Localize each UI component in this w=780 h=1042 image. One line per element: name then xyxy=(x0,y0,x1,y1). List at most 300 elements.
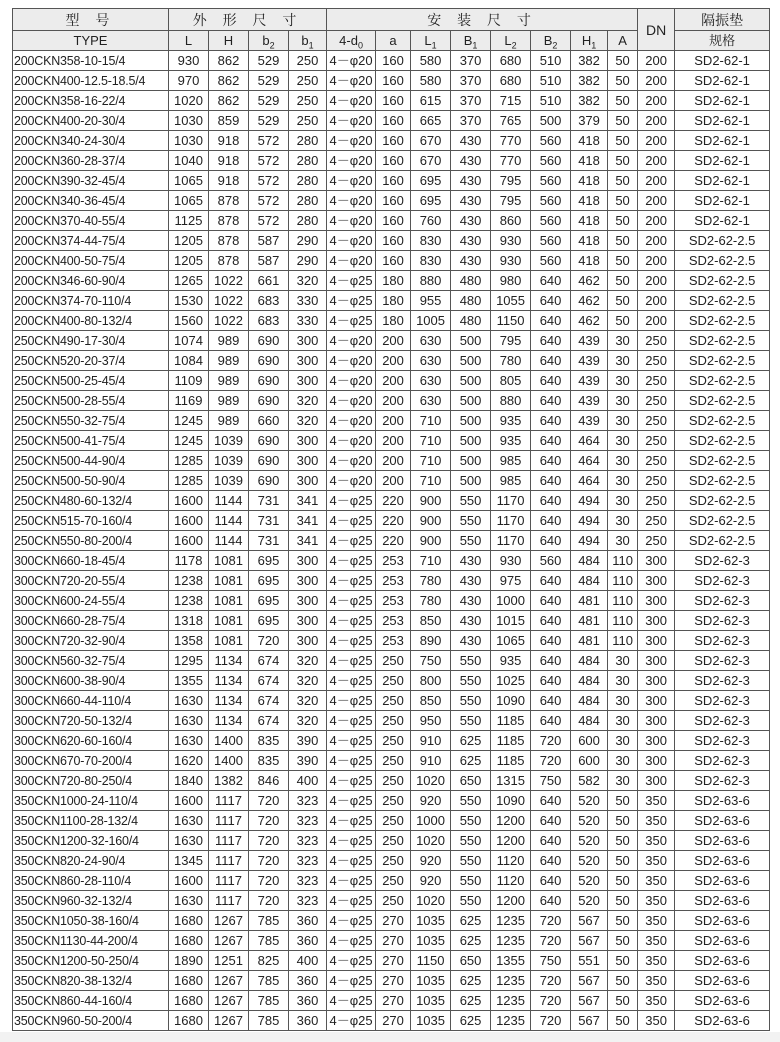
value-cell: 323 xyxy=(289,811,327,831)
value-cell: SD2-62-1 xyxy=(675,71,770,91)
value-cell: SD2-63-6 xyxy=(675,991,770,1011)
value-cell: 484 xyxy=(571,711,608,731)
value-cell: 640 xyxy=(531,411,571,431)
value-cell: 50 xyxy=(608,851,638,871)
value-cell: 660 xyxy=(249,411,289,431)
value-cell: 989 xyxy=(209,411,249,431)
value-cell: 1117 xyxy=(209,791,249,811)
value-cell: 1025 xyxy=(491,671,531,691)
value-cell: 500 xyxy=(451,471,491,491)
value-cell: SD2-62-2.5 xyxy=(675,331,770,351)
value-cell: 160 xyxy=(376,211,411,231)
type-header-cn: 型 号 xyxy=(13,9,169,31)
value-cell: 560 xyxy=(531,551,571,571)
value-cell: 439 xyxy=(571,371,608,391)
column-header xyxy=(289,31,327,51)
value-cell: 50 xyxy=(608,91,638,111)
value-cell: 320 xyxy=(289,711,327,731)
model-type-cell: 350CKN1200-32-160/4 xyxy=(13,831,169,851)
column-header-subscript: 2 xyxy=(269,40,275,51)
value-cell: 805 xyxy=(491,371,531,391)
value-cell: 640 xyxy=(531,691,571,711)
value-cell: 500 xyxy=(451,391,491,411)
value-cell: 683 xyxy=(249,311,289,331)
value-cell: SD2-62-1 xyxy=(675,211,770,231)
value-cell: 250 xyxy=(376,811,411,831)
value-cell: 300 xyxy=(289,571,327,591)
value-cell: 1600 xyxy=(169,491,209,511)
value-cell: 860 xyxy=(491,211,531,231)
value-cell: 520 xyxy=(571,871,608,891)
value-cell: SD2-62-2.5 xyxy=(675,411,770,431)
value-cell: 300 xyxy=(638,691,675,711)
value-cell: 484 xyxy=(571,691,608,711)
value-cell: 382 xyxy=(571,51,608,71)
value-cell: 900 xyxy=(411,511,451,531)
model-type-cell: 350CKN1100-28-132/4 xyxy=(13,811,169,831)
model-type-cell: 200CKN400-50-75/4 xyxy=(13,251,169,271)
model-type-cell: 350CKN860-28-110/4 xyxy=(13,871,169,891)
value-cell: 30 xyxy=(608,331,638,351)
value-cell: 4－φ25 xyxy=(327,971,376,991)
value-cell: 418 xyxy=(571,131,608,151)
value-cell: 350 xyxy=(638,951,675,971)
table-row xyxy=(13,291,770,311)
value-cell: 695 xyxy=(411,191,451,211)
value-cell: 1084 xyxy=(169,351,209,371)
value-cell: 1382 xyxy=(209,771,249,791)
value-cell: 220 xyxy=(376,511,411,531)
value-cell: 550 xyxy=(451,791,491,811)
table-body xyxy=(13,51,770,1031)
value-cell: 1081 xyxy=(209,611,249,631)
value-cell: 418 xyxy=(571,251,608,271)
value-cell: 1035 xyxy=(411,991,451,1011)
value-cell: 935 xyxy=(491,411,531,431)
value-cell: 785 xyxy=(249,991,289,1011)
value-cell: 50 xyxy=(608,191,638,211)
value-cell: 370 xyxy=(451,91,491,111)
table-row xyxy=(13,331,770,351)
value-cell: 690 xyxy=(249,471,289,491)
table-row xyxy=(13,791,770,811)
value-cell: 500 xyxy=(451,431,491,451)
value-cell: 4－φ25 xyxy=(327,651,376,671)
value-cell: 1170 xyxy=(491,491,531,511)
value-cell: 935 xyxy=(491,651,531,671)
value-cell: 370 xyxy=(451,51,491,71)
value-cell: 550 xyxy=(451,491,491,511)
table-row xyxy=(13,631,770,651)
value-cell: 1000 xyxy=(411,811,451,831)
value-cell: 250 xyxy=(376,671,411,691)
column-header-subscript: 2 xyxy=(552,40,558,51)
column-header-label: A xyxy=(618,32,627,48)
column-header xyxy=(451,31,491,51)
value-cell: 270 xyxy=(376,971,411,991)
value-cell: 640 xyxy=(531,491,571,511)
value-cell: 4－φ20 xyxy=(327,411,376,431)
value-cell: 630 xyxy=(411,391,451,411)
table-row xyxy=(13,391,770,411)
value-cell: 4－φ25 xyxy=(327,551,376,571)
value-cell: 710 xyxy=(411,551,451,571)
value-cell: 587 xyxy=(249,231,289,251)
value-cell: 30 xyxy=(608,711,638,731)
value-cell: 1840 xyxy=(169,771,209,791)
model-type-cell: 200CKN400-12.5-18.5/4 xyxy=(13,71,169,91)
value-cell: SD2-63-6 xyxy=(675,951,770,971)
value-cell: 560 xyxy=(531,191,571,211)
value-cell: SD2-62-3 xyxy=(675,731,770,751)
value-cell: 567 xyxy=(571,1011,608,1031)
value-cell: 760 xyxy=(411,211,451,231)
table-row xyxy=(13,491,770,511)
value-cell: 323 xyxy=(289,831,327,851)
value-cell: 200 xyxy=(638,51,675,71)
value-cell: 300 xyxy=(638,571,675,591)
value-cell: 510 xyxy=(531,91,571,111)
value-cell: 878 xyxy=(209,251,249,271)
value-cell: 300 xyxy=(638,671,675,691)
value-cell: 4－φ25 xyxy=(327,611,376,631)
value-cell: SD2-62-1 xyxy=(675,151,770,171)
value-cell: 270 xyxy=(376,1011,411,1031)
value-cell: 300 xyxy=(638,711,675,731)
value-cell: 1065 xyxy=(169,191,209,211)
table-row xyxy=(13,691,770,711)
value-cell: 795 xyxy=(491,171,531,191)
value-cell: 640 xyxy=(531,671,571,691)
value-cell: 695 xyxy=(249,611,289,631)
value-cell: 1035 xyxy=(411,931,451,951)
column-header-subscript: 2 xyxy=(511,40,517,51)
column-header xyxy=(376,31,411,51)
value-cell: 350 xyxy=(638,911,675,931)
value-cell: 300 xyxy=(289,471,327,491)
value-cell: 1144 xyxy=(209,531,249,551)
column-header-label: L xyxy=(424,32,432,48)
value-cell: 785 xyxy=(249,971,289,991)
value-cell: 670 xyxy=(411,131,451,151)
value-cell: 1620 xyxy=(169,751,209,771)
value-cell: 30 xyxy=(608,731,638,751)
value-cell: 1205 xyxy=(169,231,209,251)
table-row xyxy=(13,231,770,251)
value-cell: 720 xyxy=(249,791,289,811)
value-cell: 550 xyxy=(451,871,491,891)
value-cell: 640 xyxy=(531,811,571,831)
value-cell: 110 xyxy=(608,611,638,631)
value-cell: 529 xyxy=(249,111,289,131)
value-cell: 1039 xyxy=(209,451,249,471)
value-cell: 439 xyxy=(571,411,608,431)
value-cell: 462 xyxy=(571,311,608,331)
value-cell: 695 xyxy=(249,571,289,591)
value-cell: SD2-62-2.5 xyxy=(675,491,770,511)
value-cell: SD2-63-6 xyxy=(675,811,770,831)
value-cell: 780 xyxy=(411,591,451,611)
value-cell: 550 xyxy=(451,811,491,831)
value-cell: SD2-62-2.5 xyxy=(675,231,770,251)
value-cell: 572 xyxy=(249,151,289,171)
model-type-cell: 250CKN500-44-90/4 xyxy=(13,451,169,471)
value-cell: 500 xyxy=(531,111,571,131)
value-cell: 494 xyxy=(571,511,608,531)
value-cell: 690 xyxy=(249,351,289,371)
value-cell: 250 xyxy=(376,771,411,791)
value-cell: 50 xyxy=(608,791,638,811)
value-cell: SD2-63-6 xyxy=(675,871,770,891)
value-cell: 690 xyxy=(249,391,289,411)
value-cell: 1355 xyxy=(169,671,209,691)
value-cell: SD2-63-6 xyxy=(675,831,770,851)
column-header-subscript: 1 xyxy=(431,40,437,51)
value-cell: 582 xyxy=(571,771,608,791)
value-cell: 110 xyxy=(608,571,638,591)
value-cell: 1205 xyxy=(169,251,209,271)
value-cell: 360 xyxy=(289,971,327,991)
value-cell: 4－φ25 xyxy=(327,1011,376,1031)
column-header-subscript: 0 xyxy=(357,40,363,51)
value-cell: 323 xyxy=(289,791,327,811)
table-row xyxy=(13,911,770,931)
value-cell: 462 xyxy=(571,291,608,311)
value-cell: 1117 xyxy=(209,871,249,891)
value-cell: 850 xyxy=(411,611,451,631)
value-cell: 880 xyxy=(411,271,451,291)
value-cell: 640 xyxy=(531,871,571,891)
value-cell: 1039 xyxy=(209,431,249,451)
value-cell: 550 xyxy=(451,671,491,691)
value-cell: 430 xyxy=(451,611,491,631)
table-row xyxy=(13,271,770,291)
model-type-cell: 300CKN720-20-55/4 xyxy=(13,571,169,591)
value-cell: 1039 xyxy=(209,471,249,491)
value-cell: 320 xyxy=(289,671,327,691)
value-cell: 1090 xyxy=(491,691,531,711)
value-cell: 200 xyxy=(638,191,675,211)
value-cell: 290 xyxy=(289,251,327,271)
value-cell: 572 xyxy=(249,211,289,231)
value-cell: 1890 xyxy=(169,951,209,971)
model-type-cell: 200CKN374-70-110/4 xyxy=(13,291,169,311)
value-cell: 300 xyxy=(289,371,327,391)
value-cell: 720 xyxy=(249,891,289,911)
value-cell: 1144 xyxy=(209,511,249,531)
value-cell: 640 xyxy=(531,631,571,651)
value-cell: 785 xyxy=(249,911,289,931)
value-cell: SD2-62-2.5 xyxy=(675,431,770,451)
value-cell: 1600 xyxy=(169,511,209,531)
value-cell: 1251 xyxy=(209,951,249,971)
value-cell: 720 xyxy=(249,811,289,831)
column-header xyxy=(249,31,289,51)
value-cell: SD2-62-3 xyxy=(675,751,770,771)
column-header-label: L xyxy=(184,32,193,48)
column-header xyxy=(209,31,249,51)
model-type-cell: 300CKN560-32-75/4 xyxy=(13,651,169,671)
value-cell: 640 xyxy=(531,511,571,531)
value-cell: 4－φ25 xyxy=(327,691,376,711)
value-cell: 250 xyxy=(638,391,675,411)
value-cell: 4－φ20 xyxy=(327,131,376,151)
value-cell: SD2-63-6 xyxy=(675,891,770,911)
value-cell: 110 xyxy=(608,551,638,571)
value-cell: 1245 xyxy=(169,431,209,451)
value-cell: 4－φ25 xyxy=(327,491,376,511)
value-cell: 4－φ25 xyxy=(327,571,376,591)
value-cell: 695 xyxy=(249,551,289,571)
value-cell: 731 xyxy=(249,491,289,511)
column-header-label: b xyxy=(301,32,309,48)
value-cell: 430 xyxy=(451,151,491,171)
value-cell: 50 xyxy=(608,171,638,191)
value-cell: 880 xyxy=(491,391,531,411)
column-header xyxy=(491,31,531,51)
value-cell: 160 xyxy=(376,131,411,151)
value-cell: 720 xyxy=(249,851,289,871)
value-cell: 50 xyxy=(608,991,638,1011)
table-row xyxy=(13,771,770,791)
value-cell: 878 xyxy=(209,191,249,211)
value-cell: 674 xyxy=(249,711,289,731)
value-cell: 484 xyxy=(571,571,608,591)
value-cell: 1235 xyxy=(491,1011,531,1031)
value-cell: SD2-62-2.5 xyxy=(675,511,770,531)
value-cell: 567 xyxy=(571,971,608,991)
value-cell: 1117 xyxy=(209,811,249,831)
value-cell: 695 xyxy=(411,171,451,191)
value-cell: 300 xyxy=(638,651,675,671)
table-row xyxy=(13,191,770,211)
model-type-cell: 300CKN600-38-90/4 xyxy=(13,671,169,691)
value-cell: 731 xyxy=(249,531,289,551)
value-cell: 4－φ20 xyxy=(327,71,376,91)
value-cell: 1265 xyxy=(169,271,209,291)
value-cell: 1022 xyxy=(209,291,249,311)
value-cell: 50 xyxy=(608,891,638,911)
value-cell: 4－φ20 xyxy=(327,251,376,271)
value-cell: 320 xyxy=(289,411,327,431)
value-cell: 878 xyxy=(209,211,249,231)
value-cell: 430 xyxy=(451,231,491,251)
value-cell: 250 xyxy=(376,871,411,891)
value-cell: 1185 xyxy=(491,731,531,751)
value-cell: 50 xyxy=(608,271,638,291)
value-cell: 989 xyxy=(209,351,249,371)
value-cell: 930 xyxy=(491,231,531,251)
page-footer-band xyxy=(0,1032,780,1042)
value-cell: 640 xyxy=(531,371,571,391)
table-row xyxy=(13,131,770,151)
value-cell: 1035 xyxy=(411,911,451,931)
table-row xyxy=(13,751,770,771)
value-cell: 520 xyxy=(571,831,608,851)
table-row xyxy=(13,871,770,891)
value-cell: 930 xyxy=(169,51,209,71)
value-cell: 200 xyxy=(376,411,411,431)
model-type-cell: 200CKN360-28-37/4 xyxy=(13,151,169,171)
value-cell: 200 xyxy=(638,71,675,91)
value-cell: 4－φ25 xyxy=(327,791,376,811)
value-cell: 710 xyxy=(411,451,451,471)
value-cell: 323 xyxy=(289,851,327,871)
value-cell: 1630 xyxy=(169,691,209,711)
value-cell: 494 xyxy=(571,531,608,551)
value-cell: 180 xyxy=(376,291,411,311)
value-cell: 690 xyxy=(249,331,289,351)
value-cell: 50 xyxy=(608,971,638,991)
install-dimensions-header: 安 装 尺 寸 xyxy=(327,9,638,31)
value-cell: 464 xyxy=(571,471,608,491)
value-cell: SD2-62-2.5 xyxy=(675,251,770,271)
value-cell: 390 xyxy=(289,731,327,751)
value-cell: 572 xyxy=(249,191,289,211)
value-cell: 341 xyxy=(289,531,327,551)
model-type-cell: 250CKN490-17-30/4 xyxy=(13,331,169,351)
table-row xyxy=(13,151,770,171)
value-cell: 551 xyxy=(571,951,608,971)
value-cell: 4－φ20 xyxy=(327,51,376,71)
value-cell: 4－φ20 xyxy=(327,331,376,351)
table-row xyxy=(13,411,770,431)
value-cell: 500 xyxy=(451,451,491,471)
value-cell: 300 xyxy=(638,611,675,631)
model-type-cell: 200CKN340-24-30/4 xyxy=(13,131,169,151)
value-cell: 580 xyxy=(411,51,451,71)
column-header-label: H xyxy=(223,32,234,48)
value-cell: 30 xyxy=(608,351,638,371)
value-cell: 1170 xyxy=(491,531,531,551)
value-cell: SD2-62-2.5 xyxy=(675,271,770,291)
value-cell: 560 xyxy=(531,151,571,171)
value-cell: 50 xyxy=(608,111,638,131)
value-cell: 1680 xyxy=(169,1011,209,1031)
value-cell: 550 xyxy=(451,511,491,531)
value-cell: 270 xyxy=(376,951,411,971)
value-cell: 625 xyxy=(451,991,491,1011)
model-type-cell: 200CKN400-20-30/4 xyxy=(13,111,169,131)
value-cell: 1185 xyxy=(491,711,531,731)
table-row xyxy=(13,251,770,271)
value-cell: 50 xyxy=(608,831,638,851)
value-cell: 640 xyxy=(531,611,571,631)
value-cell: 985 xyxy=(491,471,531,491)
value-cell: 1235 xyxy=(491,971,531,991)
model-type-cell: 250CKN550-80-200/4 xyxy=(13,531,169,551)
value-cell: 1015 xyxy=(491,611,531,631)
value-cell: 382 xyxy=(571,71,608,91)
value-cell: SD2-62-1 xyxy=(675,191,770,211)
value-cell: SD2-62-3 xyxy=(675,631,770,651)
isolator-header-line2: 规格 xyxy=(675,31,770,51)
value-cell: 200 xyxy=(638,231,675,251)
value-cell: 253 xyxy=(376,551,411,571)
model-type-cell: 350CKN1200-50-250/4 xyxy=(13,951,169,971)
value-cell: SD2-62-3 xyxy=(675,591,770,611)
value-cell: 1295 xyxy=(169,651,209,671)
value-cell: SD2-63-6 xyxy=(675,971,770,991)
column-header-label: 4-d xyxy=(339,32,358,48)
value-cell: 560 xyxy=(531,171,571,191)
table-row xyxy=(13,91,770,111)
value-cell: 918 xyxy=(209,131,249,151)
table-row xyxy=(13,651,770,671)
value-cell: 625 xyxy=(451,731,491,751)
model-type-cell: 300CKN660-18-45/4 xyxy=(13,551,169,571)
value-cell: 430 xyxy=(451,591,491,611)
